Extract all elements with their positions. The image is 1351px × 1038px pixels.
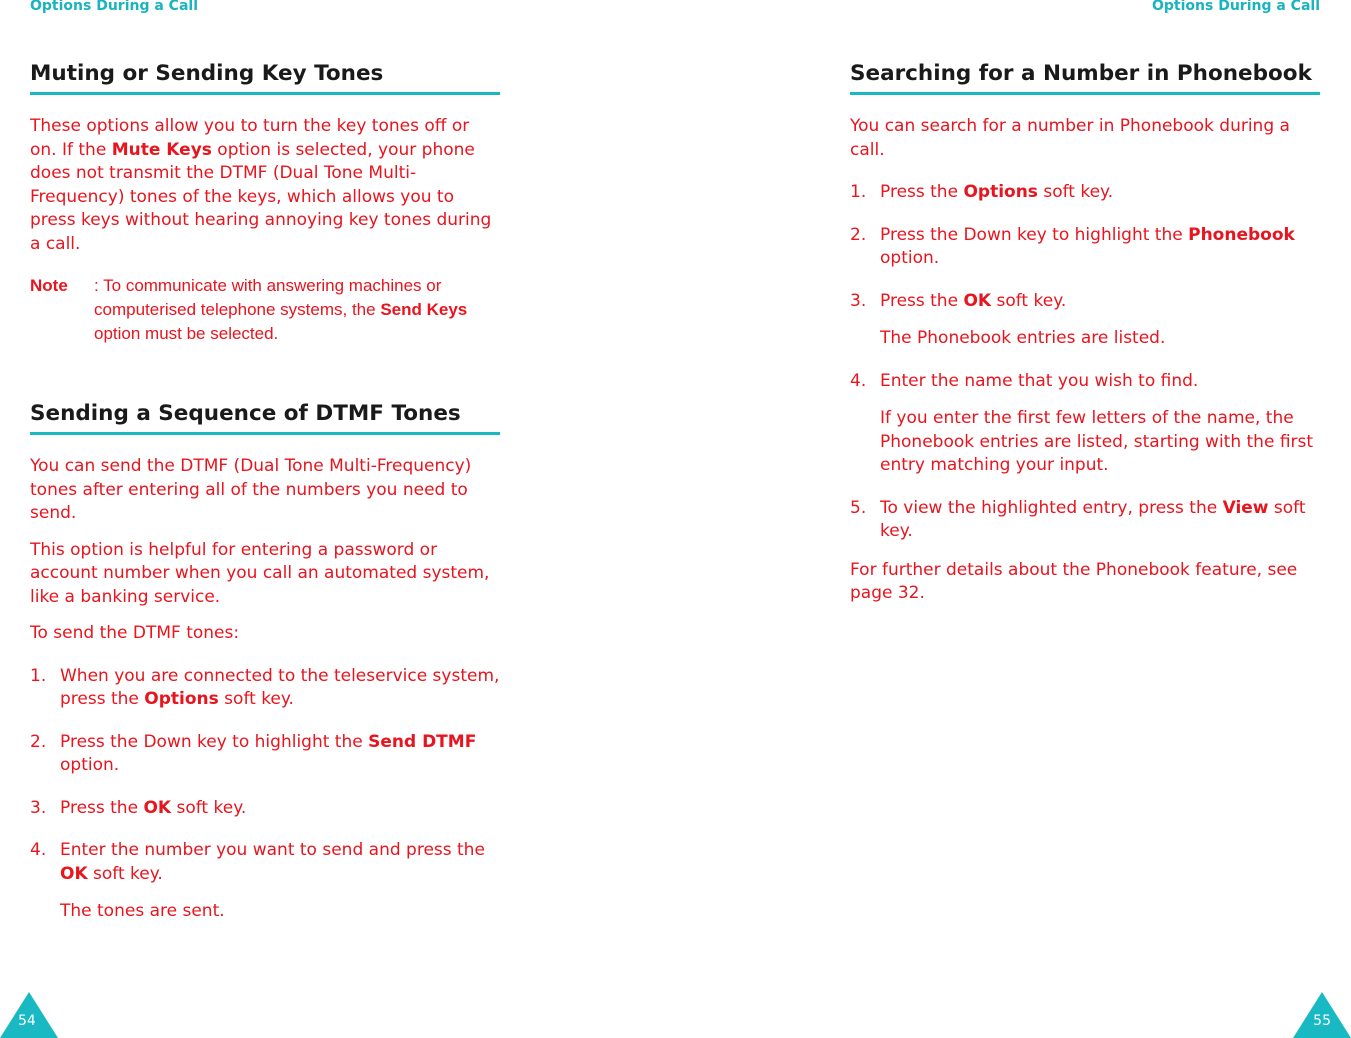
page-number-left: 54 [18, 1013, 36, 1029]
note-block [30, 274, 500, 346]
muting-paragraph: These options allow you to turn the key tones off or on. If the Mute Keys option is selected, your phone does not transmit the DTMF (Dual Tone Multi-Frequency) tones of the keys, which allows you to press keys without hearing annoying key tones during a call. [30, 116, 492, 254]
list-item: 4. Enter the number you want to send and press the OK soft key. [30, 840, 485, 884]
section-title-dtmf: Sending a Sequence of DTMF Tones [30, 400, 500, 435]
list-item: 4. Enter the name that you wish to find. [850, 370, 1199, 391]
list-item: 3. Press the OK soft key. [30, 797, 247, 818]
step4-result: The tones are sent. [60, 901, 225, 921]
phonebook-steps [850, 181, 1320, 313]
dtmf-steps [30, 665, 500, 887]
running-header-left: Options During a Call [30, 0, 198, 14]
list-item: 2. Press the Down key to highlight the Send DTMF option. [30, 731, 477, 775]
phonebook-steps-final [850, 497, 1320, 544]
phonebook-intro: You can search for a number in Phonebook during a call. [850, 116, 1290, 160]
section-title-phonebook: Searching for a Number in Phonebook [850, 60, 1320, 95]
dtmf-paragraph-2: This option is helpful for entering a password or account number when you call an automated system, like a banking service. [30, 539, 490, 607]
section-phonebook-search [850, 60, 1320, 606]
list-item: 2. Press the Down key to highlight the Phonebook option. [850, 224, 1295, 268]
running-header-right: Options During a Call [1152, 0, 1320, 14]
phonebook-footer-paragraph: For further details about the Phonebook feature, see page 32. [850, 559, 1298, 603]
section-dtmf [30, 400, 500, 924]
list-item: 1. When you are connected to the teleservice system, press the Options soft key. [30, 665, 500, 709]
section-title-muting: Muting or Sending Key Tones [30, 60, 500, 95]
list-item: 1. Press the Options soft key. [850, 182, 1114, 202]
note-text: : To communicate with answering machines or computerised telephone systems, the Send Keys option must be selected. [94, 276, 468, 343]
dtmf-paragraph-3: To send the DTMF tones: [30, 623, 240, 643]
dtmf-paragraph-1: You can send the DTMF (Dual Tone Multi-Frequency) tones after entering all of the numbers you need to send. [30, 456, 472, 523]
list-item: 3. Press the OK soft key. [850, 290, 1067, 311]
note-label: Note [30, 276, 68, 295]
page-number-right: 55 [1313, 1013, 1331, 1029]
section-muting [30, 60, 500, 346]
step4-result: If you enter the first few letters of the name, the Phonebook entries are listed, starting with the first entry matching your input. [880, 408, 1314, 475]
list-item: 5. To view the highlighted entry, press the View soft key. [850, 497, 1306, 541]
step3-result: The Phonebook entries are listed. [880, 328, 1166, 348]
phonebook-steps-cont [850, 370, 1320, 394]
